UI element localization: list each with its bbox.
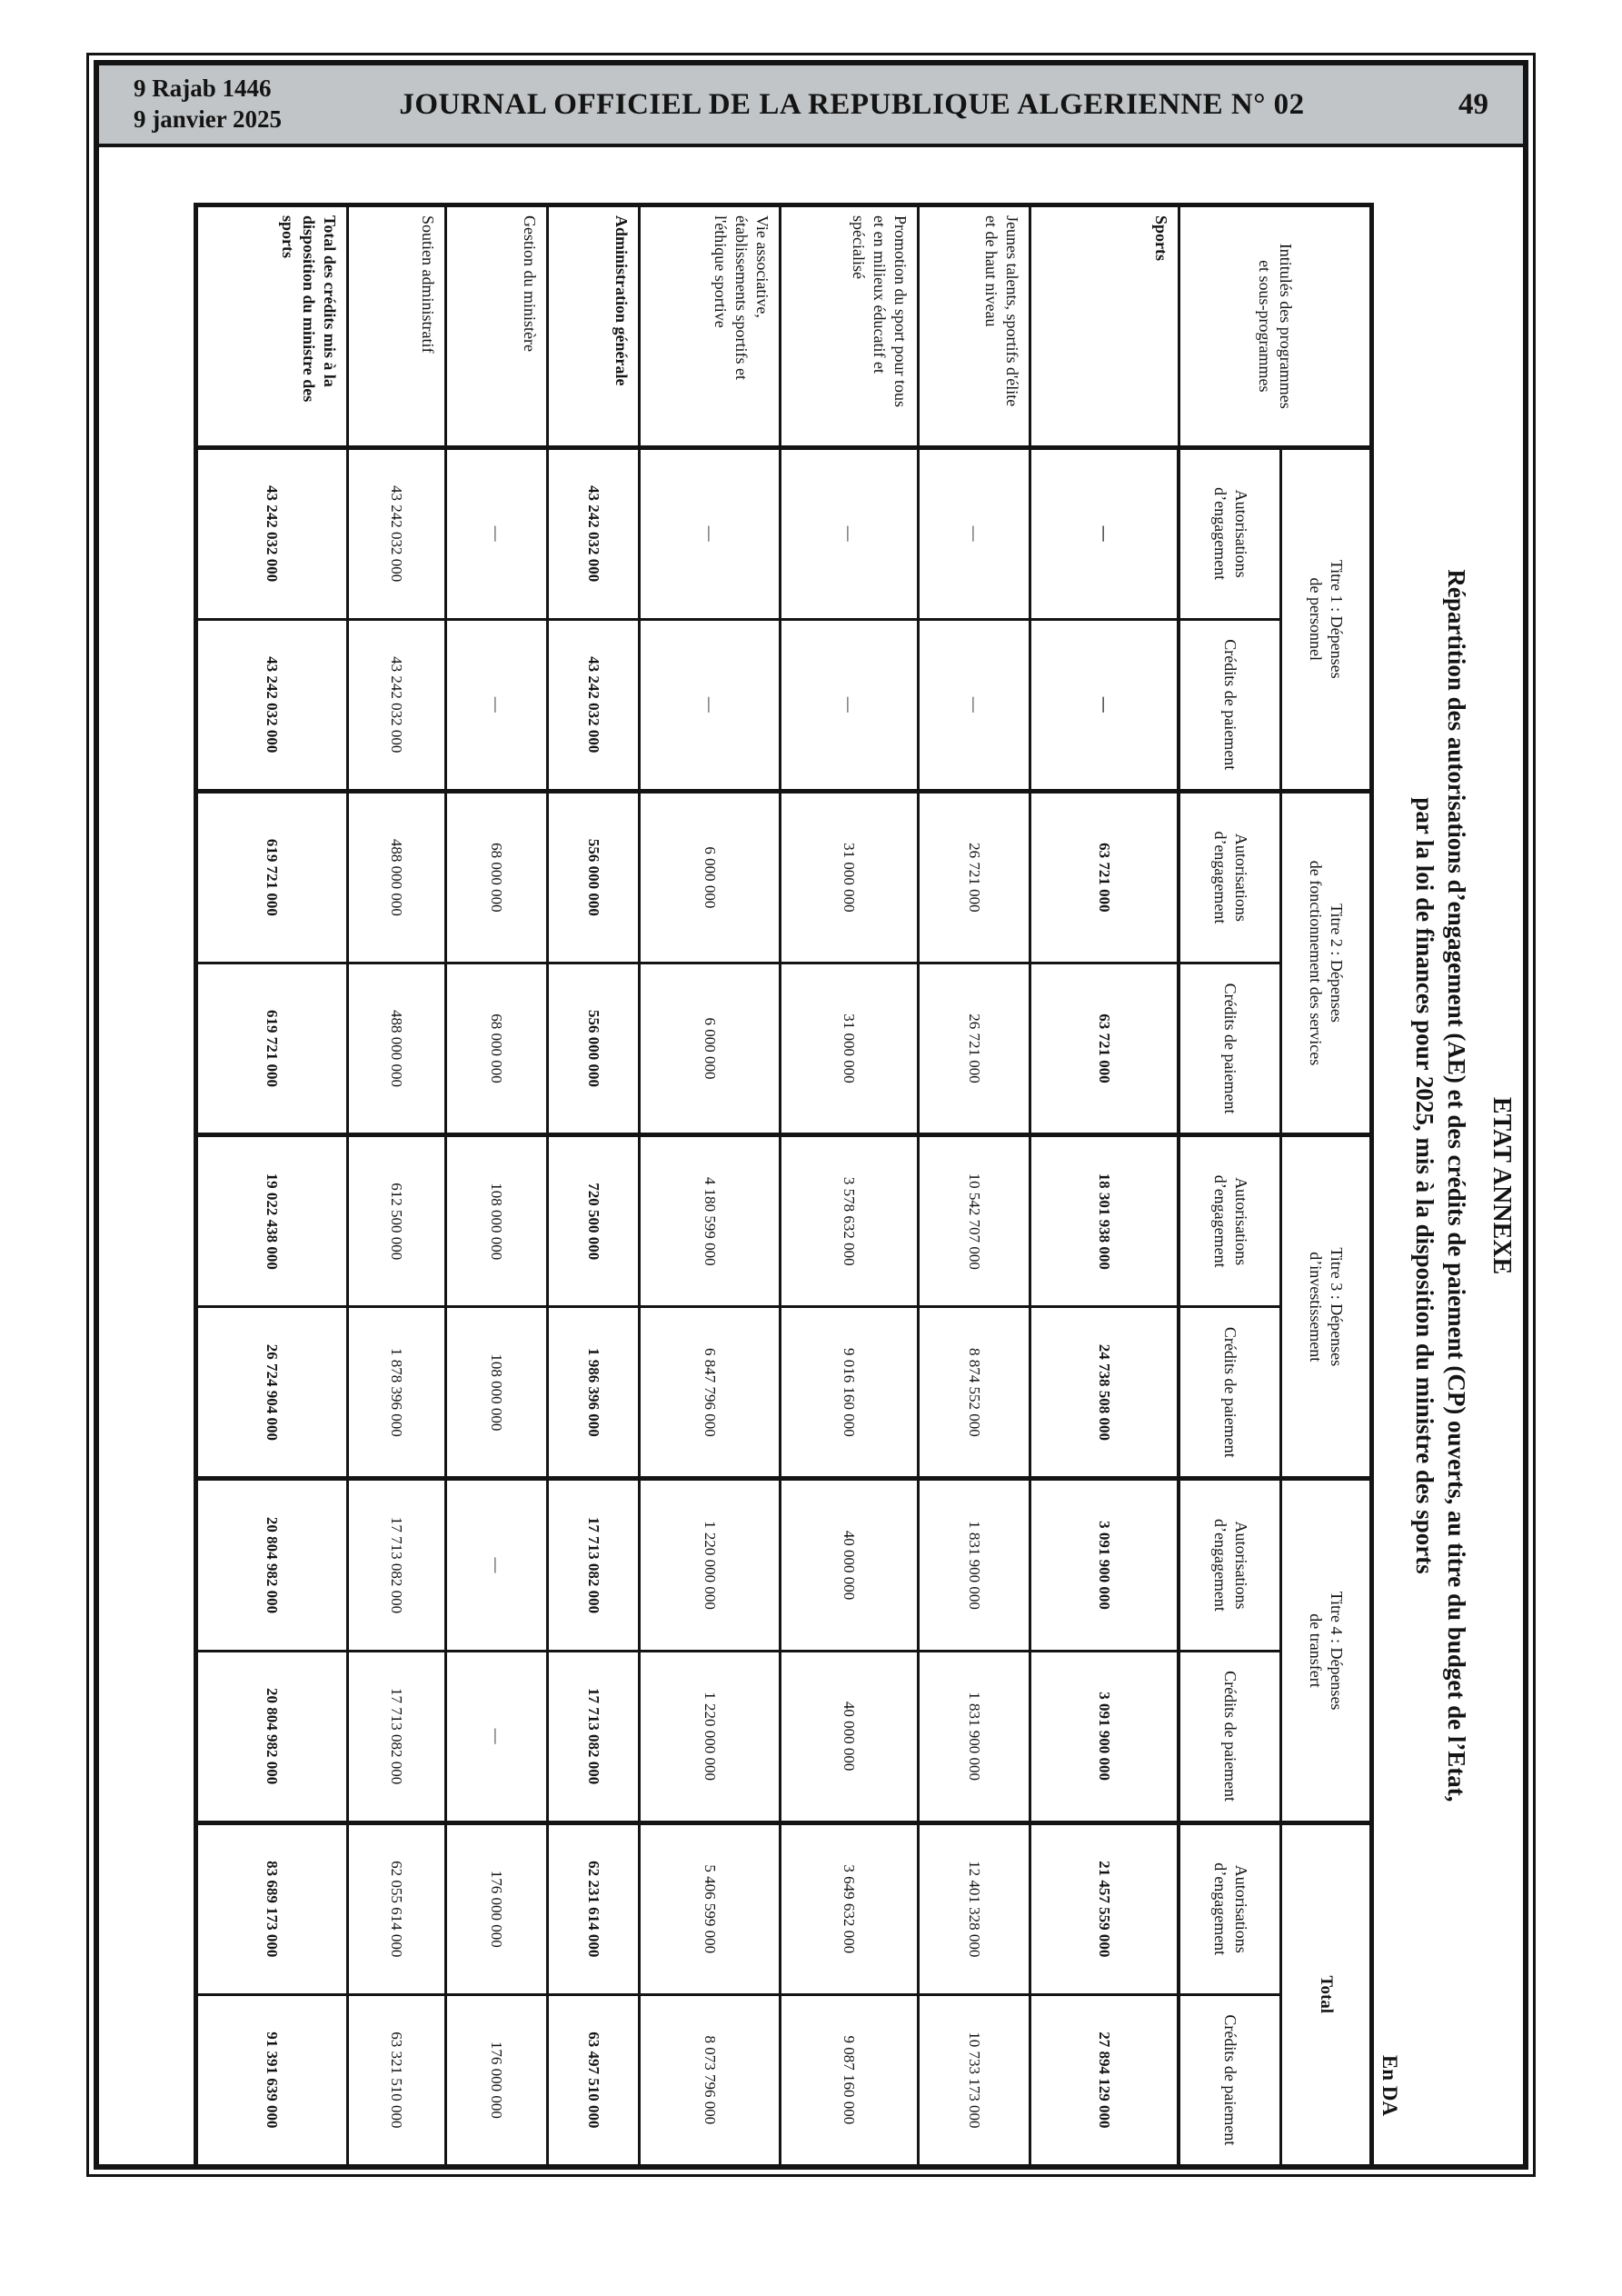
cell: 31 000 000 (780, 963, 918, 1134)
cell: 8 073 796 000 (639, 1994, 780, 2166)
header-row-subcolumns (1179, 205, 1280, 2167)
cell: 6 000 000 (639, 963, 780, 1134)
row-label: Jeunes talents, sportifs d'élite et de haut niveau (918, 205, 1030, 448)
cell: 26 724 904 000 (195, 1307, 347, 1479)
cell: 18 301 938 000 (1030, 1135, 1179, 1307)
cell: 21 457 559 000 (1030, 1822, 1179, 1994)
cell: 619 721 000 (195, 791, 347, 963)
cell: 10 542 707 000 (918, 1135, 1030, 1307)
cell: 40 000 000 (780, 1651, 918, 1822)
cell: 68 000 000 (445, 963, 547, 1134)
cell: 8 874 552 000 (918, 1307, 1030, 1479)
cell: 63 721 000 (1030, 791, 1179, 963)
cell: 26 721 000 (918, 791, 1030, 963)
row-label: Administration générale (547, 205, 639, 448)
cell: 63 497 510 000 (547, 1994, 639, 2166)
cell: — (445, 619, 547, 791)
cell: 17 713 082 000 (547, 1479, 639, 1651)
subheader-t1-cp: Crédits de paiement (1179, 619, 1280, 791)
col-header-total: Total (1280, 1822, 1371, 2166)
cell: — (1030, 447, 1179, 619)
header-row-groups (1280, 205, 1371, 2167)
cell: 720 500 000 (547, 1135, 639, 1307)
landscape-page (164, 203, 1516, 2169)
row-label: Soutien administratif (347, 205, 445, 448)
budget-table (194, 203, 1374, 2169)
cell: 3 091 900 000 (1030, 1479, 1179, 1651)
cell: 17 713 082 000 (347, 1479, 445, 1651)
cell: 91 391 639 000 (195, 1994, 347, 2166)
cell: 9 016 160 000 (780, 1307, 918, 1479)
subheader-t3-cp: Crédits de paiement (1179, 1307, 1280, 1479)
cell: — (445, 447, 547, 619)
cell: — (780, 619, 918, 791)
cell: 556 000 000 (547, 791, 639, 963)
col-header-intitules: Intitulés des programmes et sous-programmes (1179, 205, 1371, 448)
subheader-total-cp: Crédits de paiement (1179, 1994, 1280, 2166)
subheader-t4-cp: Crédits de paiement (1179, 1651, 1280, 1822)
cell: 1 878 396 000 (347, 1307, 445, 1479)
cell: 83 689 173 000 (195, 1822, 347, 1994)
cell: — (1030, 619, 1179, 791)
cell: 108 000 000 (445, 1135, 547, 1307)
table-row-administration-generale (547, 205, 639, 2167)
cell: 3 091 900 000 (1030, 1651, 1179, 1822)
cell: — (445, 1651, 547, 1822)
cell: 17 713 082 000 (547, 1651, 639, 1822)
cell: 1 831 900 000 (918, 1651, 1030, 1822)
cell: 612 500 000 (347, 1135, 445, 1307)
cell: 176 000 000 (445, 1994, 547, 2166)
cell: 3 649 632 000 (780, 1822, 918, 1994)
rotated-content-area (164, 179, 1516, 2145)
cell: 40 000 000 (780, 1479, 918, 1651)
table-row-soutien-administratif (347, 205, 445, 2167)
table-row-gestion-du-ministere (445, 205, 547, 2167)
cell: 10 733 173 000 (918, 1994, 1030, 2166)
table-row-promotion-du-sport (780, 205, 918, 2167)
table-row-vie-associative (639, 205, 780, 2167)
annex-subtitle-line1: Répartition des autorisations d’engagement (AE) et des crédits de paiement (CP) ouverts, au titre du budget de l’Etat, (1443, 569, 1470, 1802)
cell: 43 242 032 000 (195, 619, 347, 791)
page-number: 49 (1458, 87, 1488, 121)
masthead (99, 65, 1523, 147)
subheader-total-ae: Autorisations d’engagement (1179, 1822, 1280, 1994)
cell: 43 242 032 000 (347, 447, 445, 619)
cell: 27 894 129 000 (1030, 1994, 1179, 2166)
subheader-t4-ae: Autorisations d’engagement (1179, 1479, 1280, 1651)
cell: 63 721 000 (1030, 963, 1179, 1134)
cell: 6 000 000 (639, 791, 780, 963)
cell: 108 000 000 (445, 1307, 547, 1479)
cell: 619 721 000 (195, 963, 347, 1134)
cell: 1 831 900 000 (918, 1479, 1030, 1651)
cell: 43 242 032 000 (347, 619, 445, 791)
date-gregorian: 9 janvier 2025 (134, 105, 282, 133)
cell: — (639, 447, 780, 619)
cell: 19 022 438 000 (195, 1135, 347, 1307)
table-row-total-des-credits (195, 205, 347, 2167)
cell: 1 986 396 000 (547, 1307, 639, 1479)
cell: 43 242 032 000 (547, 619, 639, 791)
cell: 26 721 000 (918, 963, 1030, 1134)
cell: 488 000 000 (347, 791, 445, 963)
col-header-titre2: Titre 2 : Dépenses de fonctionnement des services (1280, 791, 1371, 1134)
table-row-sports (1030, 205, 1179, 2167)
cell: 556 000 000 (547, 963, 639, 1134)
cell: — (445, 1479, 547, 1651)
cell: — (639, 619, 780, 791)
cell: 62 055 614 000 (347, 1822, 445, 1994)
cell: 176 000 000 (445, 1822, 547, 1994)
cell: 62 231 614 000 (547, 1822, 639, 1994)
cell: 63 321 510 000 (347, 1994, 445, 2166)
cell: 4 180 599 000 (639, 1135, 780, 1307)
cell: 6 847 796 000 (639, 1307, 780, 1479)
col-header-titre3: Titre 3 : Dépenses d’investissement (1280, 1135, 1371, 1479)
col-header-titre4: Titre 4 : Dépenses de transfert (1280, 1479, 1371, 1822)
cell: 24 738 508 000 (1030, 1307, 1179, 1479)
annex-subtitle-line2: par la loi de finances pour 2025, mis à la disposition du ministre des sports (1410, 797, 1438, 1574)
subheader-t2-ae: Autorisations d’engagement (1179, 791, 1280, 963)
row-label: Promotion du sport pour tous et en milieux éducatif et spécialisé (780, 205, 918, 448)
annex-title: ETAT ANNEXE (1488, 1096, 1516, 1275)
currency-unit: En DA (1378, 2054, 1401, 2116)
cell: 68 000 000 (445, 791, 547, 963)
cell: 20 804 982 000 (195, 1651, 347, 1822)
cell: 5 406 599 000 (639, 1822, 780, 1994)
cell: 17 713 082 000 (347, 1651, 445, 1822)
col-header-titre1: Titre 1 : Dépenses de personnel (1280, 447, 1371, 791)
row-label: Total des crédits mis à la disposition du ministre des sports (195, 205, 347, 448)
masthead-dates (134, 74, 282, 135)
cell: — (780, 447, 918, 619)
subheader-t1-ae: Autorisations d’engagement (1179, 447, 1280, 619)
cell: 3 578 632 000 (780, 1135, 918, 1307)
cell: 1 220 000 000 (639, 1651, 780, 1822)
subheader-t3-ae: Autorisations d’engagement (1179, 1135, 1280, 1307)
date-hijri: 9 Rajab 1446 (134, 75, 272, 103)
cell: 12 401 328 000 (918, 1822, 1030, 1994)
cell: 488 000 000 (347, 963, 445, 1134)
row-label: Vie associative, établissements sportifs et l'éthique sportive (639, 205, 780, 448)
cell: 43 242 032 000 (547, 447, 639, 619)
cell: 1 220 000 000 (639, 1479, 780, 1651)
subheader-t2-cp: Crédits de paiement (1179, 963, 1280, 1134)
table-row-jeunes-talents (918, 205, 1030, 2167)
cell: 31 000 000 (780, 791, 918, 963)
cell: — (918, 447, 1030, 619)
cell: 43 242 032 000 (195, 447, 347, 619)
row-label: Gestion du ministère (445, 205, 547, 448)
journal-title: JOURNAL OFFICIEL DE LA REPUBLIQUE ALGERIENNE N° 02 (399, 87, 1305, 121)
cell: 9 087 160 000 (780, 1994, 918, 2166)
cell: — (918, 619, 1030, 791)
row-label: Sports (1030, 205, 1179, 448)
cell: 20 804 982 000 (195, 1479, 347, 1651)
